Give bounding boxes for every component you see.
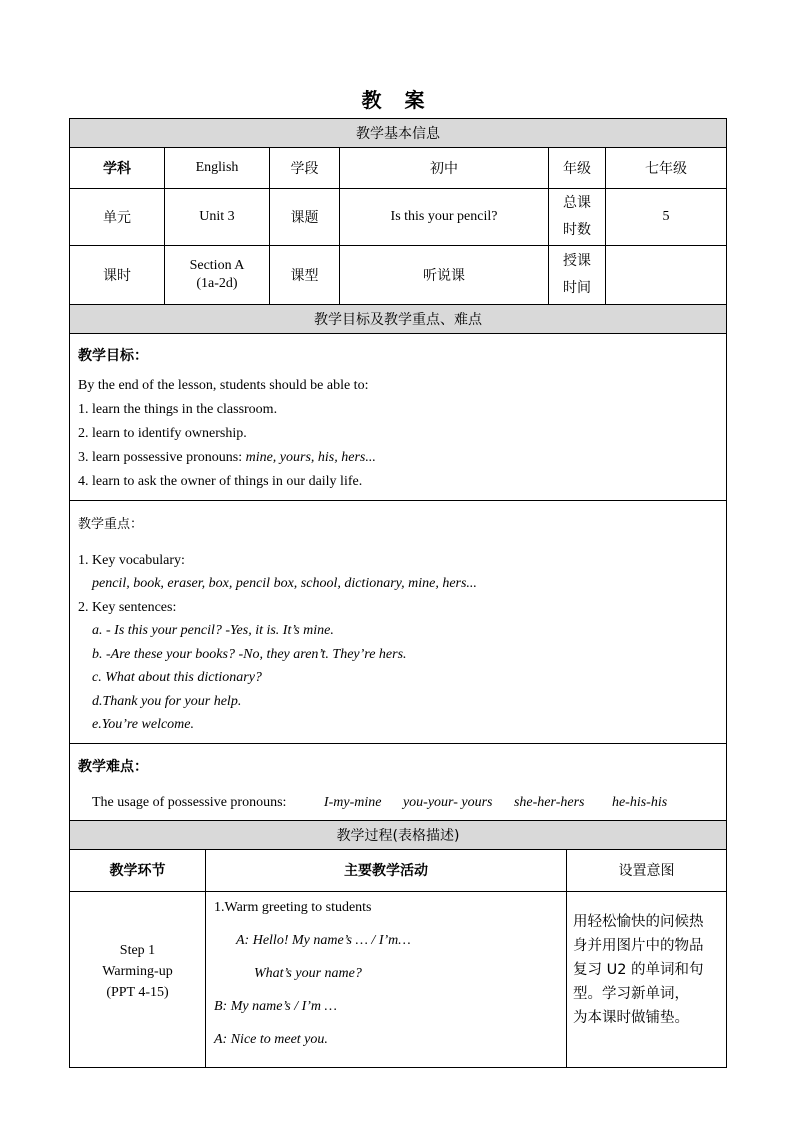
intent-line: 用轻松愉快的问候热 [573, 914, 704, 930]
pronoun-set: you-your- yours [402, 794, 493, 810]
subject-label: 学科 [70, 148, 165, 189]
unit-label: 单元 [70, 189, 165, 246]
objective-item: 2. learn to identify ownership. [78, 426, 247, 441]
section-header-basic-info: 教学基本信息 [70, 119, 727, 148]
objectives-heading: 教学目标： [78, 348, 148, 364]
period-value-line1: Section A [189, 258, 245, 273]
intent-line: 型。学习新单词， [573, 986, 689, 1002]
stage-label: 学段 [270, 148, 340, 189]
period-value [165, 246, 270, 305]
total-periods-label-line1: 总课 [563, 195, 591, 211]
objective-item: 1. learn the things in the classroom. [78, 402, 278, 417]
activity-line: A: Hello! My name’s … / I’m… [236, 933, 411, 948]
process-header-step: 教学环节 [70, 850, 206, 892]
objective-item: 4. learn to ask the owner of things in our daily life. [78, 474, 363, 489]
subject-value: English [165, 148, 270, 189]
intent-line: 复习 U2 的单词和句 [573, 962, 704, 978]
section-header-process: 教学过程(表格描述) [70, 820, 727, 849]
key-sentence: a. - Is this your pencil? -Yes, it is. It’s mine. [92, 623, 334, 638]
key-sentence: e.You’re welcome. [92, 717, 194, 732]
objective-item [78, 446, 718, 470]
intent-cell [567, 892, 727, 1068]
grade-label: 年级 [549, 148, 606, 189]
objectives-cell [70, 334, 727, 501]
key-sentence: d.Thank you for your help. [92, 693, 242, 709]
total-periods-value: 5 [606, 189, 727, 246]
pronoun-set: I-my-mine [323, 794, 382, 810]
key-points-cell [70, 501, 727, 744]
key-sentences-label: 2. Key sentences: [78, 599, 177, 615]
pronoun-set: he-his-his [611, 794, 668, 810]
activity-line: A: Nice to meet you. [214, 1032, 328, 1047]
key-vocabulary: pencil, book, eraser, box, pencil box, school, dictionary, mine, hers... [92, 576, 477, 591]
stage-value: 初中 [340, 148, 549, 189]
pronoun-examples: mine, yours, his, hers... [245, 450, 376, 465]
grade-value: 七年级 [606, 148, 727, 189]
lesson-type-value: 听说课 [340, 246, 549, 305]
teaching-time-label-line2: 时间 [563, 280, 591, 296]
total-periods-label [549, 189, 606, 246]
intent-line: 身并用图片中的物品 [573, 938, 704, 954]
process-header-intent: 设置意图 [567, 850, 727, 892]
objectives-intro: By the end of the lesson, students should be able to: [78, 378, 369, 393]
key-sentence: c. What about this dictionary? [92, 670, 262, 685]
difficulties-cell [70, 743, 727, 820]
key-vocabulary-label: 1. Key vocabulary: [78, 552, 185, 568]
process-header-activity: 主要教学活动 [206, 850, 567, 892]
difficulties-text: The usage of possessive pronouns: [92, 794, 287, 810]
document-title: 教 案 [361, 88, 433, 112]
teaching-time-label [549, 246, 606, 305]
activity-line: B: My name’s / I’m … [214, 999, 337, 1014]
objective-item-text: 3. learn possessive pronouns: [78, 450, 246, 465]
period-label: 课时 [70, 246, 165, 305]
step-line: Warming-up [102, 964, 173, 979]
step-cell [70, 892, 206, 1068]
pronoun-set: she-her-hers [513, 794, 585, 810]
lesson-type-label: 课型 [270, 246, 340, 305]
intent-line: 为本课时做铺垫。 [573, 1010, 689, 1026]
total-periods-label-line2: 时数 [563, 222, 591, 238]
teaching-time-value [606, 246, 727, 305]
topic-value: Is this your pencil? [340, 189, 549, 246]
key-points-heading: 教学重点： [78, 517, 144, 532]
activity-line: What’s your name? [254, 966, 362, 981]
period-value-line2: (1a-2d) [196, 276, 238, 291]
lesson-plan-table [69, 118, 726, 1068]
section-header-goals: 教学目标及教学重点、难点 [70, 305, 727, 334]
difficulties-line [78, 792, 718, 814]
step-line: Step 1 [119, 943, 156, 958]
step-line: (PPT 4-15) [106, 985, 169, 1000]
topic-label: 课题 [270, 189, 340, 246]
difficulties-heading: 教学难点： [78, 758, 148, 775]
unit-value: Unit 3 [165, 189, 270, 246]
teaching-time-label-line1: 授课 [563, 253, 591, 269]
activity-line: 1.Warm greeting to students [214, 900, 372, 915]
key-sentence: b. -Are these your books? -No, they aren’t. They’re hers. [92, 646, 407, 662]
activities-cell [206, 892, 567, 1068]
